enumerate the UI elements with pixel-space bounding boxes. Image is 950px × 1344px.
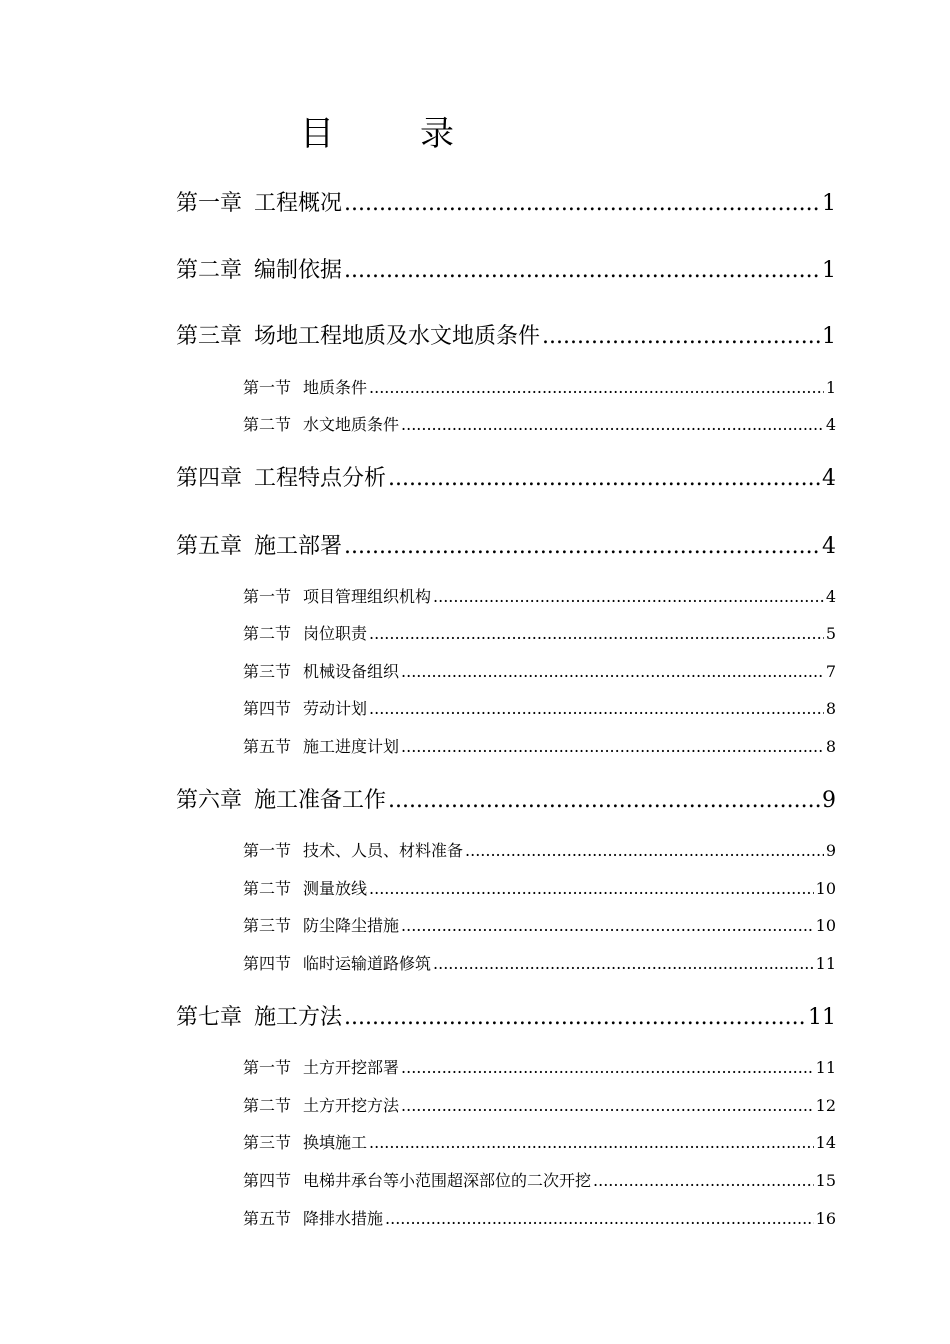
entry-number: 第三节 (243, 1133, 292, 1152)
entry-page-number: 5 (825, 624, 836, 643)
entry-title: 测量放线 (303, 879, 368, 898)
entry-page-number: 7 (825, 662, 836, 681)
dot-leader (369, 1133, 814, 1152)
entry-number: 第二节 (243, 624, 292, 643)
toc-section-entry (243, 1055, 836, 1078)
dot-leader (401, 415, 824, 434)
entry-page-number: 4 (825, 587, 836, 606)
dot-leader (401, 737, 824, 756)
toc-section-entry (243, 1206, 836, 1229)
dot-leader (344, 1005, 806, 1030)
dot-leader (369, 699, 824, 718)
toc-section-entry (243, 412, 836, 435)
entry-title: 换填施工 (303, 1133, 368, 1152)
entry-page-number: 11 (815, 954, 836, 973)
toc-section-entry (243, 838, 836, 861)
entry-number: 第一节 (243, 378, 292, 397)
toc-chapter-entry (176, 529, 836, 560)
entry-number: 第三节 (243, 662, 292, 681)
toc-section-entry (243, 1130, 836, 1153)
entry-title: 机械设备组织 (303, 662, 400, 681)
entry-page-number: 16 (815, 1209, 836, 1228)
toc-chapter-entry (176, 319, 836, 350)
entry-page-number: 8 (825, 699, 836, 718)
entry-number: 第一章 (176, 191, 243, 216)
entry-title: 施工进度计划 (303, 737, 400, 756)
entry-page-number: 14 (815, 1133, 836, 1152)
entry-number: 第三节 (243, 916, 292, 935)
toc-section-entry (243, 375, 836, 398)
entry-title: 劳动计划 (303, 699, 368, 718)
entry-number: 第四节 (243, 954, 292, 973)
toc-chapter-entry (176, 253, 836, 284)
entry-number: 第一节 (243, 587, 292, 606)
dot-leader (385, 1209, 814, 1228)
entry-title: 场地工程地质及水文地质条件 (254, 324, 541, 349)
dot-leader (369, 879, 814, 898)
entry-title: 地质条件 (303, 378, 368, 397)
entry-number: 第五节 (243, 737, 292, 756)
entry-number: 第二节 (243, 1096, 292, 1115)
toc-chapter-entry (176, 461, 836, 492)
entry-page-number: 9 (822, 788, 836, 813)
dot-leader (344, 191, 820, 216)
entry-number: 第一节 (243, 841, 292, 860)
toc-chapter-entry (176, 783, 836, 814)
toc-section-entry (243, 621, 836, 644)
entry-number: 第三章 (176, 324, 243, 349)
entry-title: 土方开挖方法 (303, 1096, 400, 1115)
entry-number: 第四章 (176, 466, 243, 491)
dot-leader (465, 841, 824, 860)
toc-section-entry (243, 913, 836, 936)
entry-number: 第二节 (243, 879, 292, 898)
entry-title: 施工准备工作 (254, 788, 387, 813)
entry-page-number: 4 (822, 534, 836, 559)
entry-page-number: 11 (808, 1005, 836, 1030)
dot-leader (369, 624, 824, 643)
entry-title: 水文地质条件 (303, 415, 400, 434)
toc-section-entry (243, 659, 836, 682)
entry-number: 第四节 (243, 1171, 292, 1190)
entry-title: 土方开挖部署 (303, 1058, 400, 1077)
entry-page-number: 1 (822, 258, 836, 283)
toc-section-entry (243, 1093, 836, 1116)
entry-title: 工程概况 (254, 191, 343, 216)
entry-page-number: 9 (825, 841, 836, 860)
toc-section-entry (243, 584, 836, 607)
entry-title: 编制依据 (254, 258, 343, 283)
entry-title: 临时运输道路修筑 (303, 954, 432, 973)
toc-section-entry (243, 951, 836, 974)
dot-leader (401, 916, 814, 935)
entry-page-number: 4 (822, 466, 836, 491)
toc-section-entry (243, 1168, 836, 1191)
entry-page-number: 8 (825, 737, 836, 756)
entry-number: 第四节 (243, 699, 292, 718)
entry-number: 第六章 (176, 788, 243, 813)
toc-section-entry (243, 696, 836, 719)
entry-title: 技术、人员、材料准备 (303, 841, 464, 860)
dot-leader (344, 534, 820, 559)
entry-number: 第二节 (243, 415, 292, 434)
entry-page-number: 4 (825, 415, 836, 434)
toc-section-entry (243, 876, 836, 899)
entry-page-number: 11 (815, 1058, 836, 1077)
entry-page-number: 1 (825, 378, 836, 397)
entry-title: 电梯井承台等小范围超深部位的二次开挖 (303, 1171, 592, 1190)
entry-page-number: 1 (822, 191, 836, 216)
entry-page-number: 10 (815, 879, 836, 898)
entry-title: 项目管理组织机构 (303, 587, 432, 606)
entry-number: 第五章 (176, 534, 243, 559)
entry-page-number: 12 (815, 1096, 836, 1115)
entry-number: 第二章 (176, 258, 243, 283)
entry-title: 岗位职责 (303, 624, 368, 643)
entry-title: 防尘降尘措施 (303, 916, 400, 935)
dot-leader (401, 662, 824, 681)
dot-leader (593, 1171, 814, 1190)
dot-leader (433, 954, 814, 973)
entry-title: 降排水措施 (303, 1209, 384, 1228)
entry-title: 施工部署 (254, 534, 343, 559)
dot-leader (542, 324, 820, 349)
dot-leader (369, 378, 824, 397)
dot-leader (388, 788, 820, 813)
toc-title-char-2: 录 (420, 114, 454, 154)
toc-chapter-entry (176, 1000, 836, 1031)
dot-leader (401, 1096, 814, 1115)
entry-title: 施工方法 (254, 1005, 343, 1030)
dot-leader (433, 587, 824, 606)
entry-page-number: 15 (815, 1171, 836, 1190)
toc-chapter-entry (176, 186, 836, 217)
dot-leader (344, 258, 820, 283)
toc-section-entry (243, 734, 836, 757)
toc-title-char-1: 目 (300, 114, 334, 154)
dot-leader (401, 1058, 814, 1077)
entry-number: 第七章 (176, 1005, 243, 1030)
entry-number: 第一节 (243, 1058, 292, 1077)
entry-page-number: 1 (822, 324, 836, 349)
entry-number: 第五节 (243, 1209, 292, 1228)
entry-title: 工程特点分析 (254, 466, 387, 491)
dot-leader (388, 466, 820, 491)
entry-page-number: 10 (815, 916, 836, 935)
